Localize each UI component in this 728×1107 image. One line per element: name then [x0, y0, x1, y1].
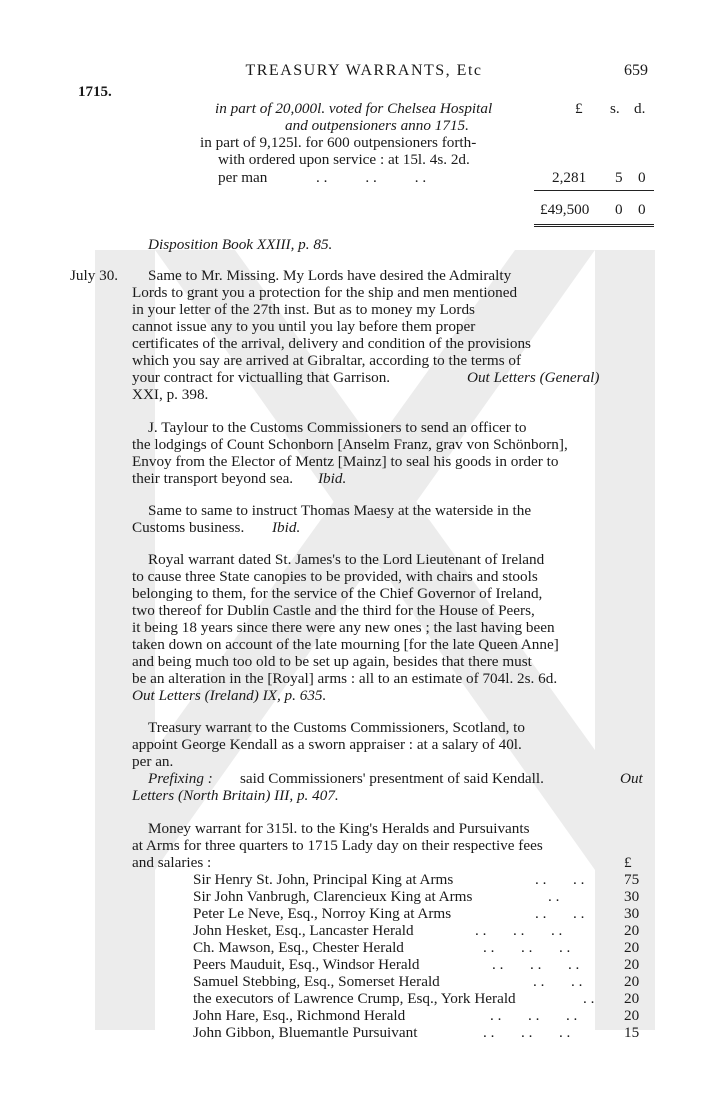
p5-line-1: Treasury warrant to the Customs Commissioners, Scotland, to [148, 719, 525, 736]
total-shillings: 0 [615, 201, 623, 218]
herald-leader-dots: . . . . . . [483, 939, 571, 956]
running-title: TREASURY WARRANTS, Etc [245, 62, 483, 79]
amount-pence: 0 [638, 169, 646, 186]
p1-citation: Out Letters (General) [467, 369, 600, 386]
p1-line-9: XXI, p. 398. [132, 386, 209, 403]
p1-line-5: certificates of the arrival, delivery and condition of the provisions [132, 335, 531, 352]
herald-name: John Hesket, Esq., Lancaster Herald [193, 922, 414, 939]
p4-line-1: Royal warrant dated St. James's to the Lord Lieutenant of Ireland [148, 551, 545, 568]
herald-name: Sir John Vanbrugh, Clarencieux King at Arms [193, 888, 473, 905]
p5-citation-start: Out [620, 770, 643, 787]
herald-leader-dots: . . . . [533, 973, 583, 990]
pound-header: £ [575, 100, 583, 117]
herald-amount: 30 [624, 888, 640, 905]
herald-name: Sir Henry St. John, Principal King at Arms [193, 871, 454, 888]
p5-line-4: said Commissioners' presentment of said Kendall. [240, 770, 544, 787]
herald-amount: 20 [624, 939, 640, 956]
herald-leader-dots: . . [583, 990, 595, 1007]
p4-line-2: to cause three State canopies to be provided, with chairs and stools [132, 568, 538, 585]
p1-line-7: your contract for victualling that Garrison. [132, 369, 391, 386]
herald-name: Ch. Mawson, Esq., Chester Herald [193, 939, 404, 956]
p4-line-7: and being much too old to be set up again, besides that there must [132, 653, 532, 670]
p5-line-3: per an. [132, 753, 174, 770]
p4-line-6: taken down on account of the late mourning [for the late Queen Anne] [132, 636, 559, 653]
total-double-rule [534, 224, 654, 227]
p3-ibid: Ibid. [272, 519, 301, 536]
herald-amount: 20 [624, 990, 640, 1007]
top-line-4: with ordered upon service : at 15l. 4s. 2d. [218, 151, 470, 168]
p2-line-3: Envoy from the Elector of Mentz [Mainz] to seal his goods in order to [132, 453, 559, 470]
sum-rule [534, 190, 654, 191]
herald-amount: 30 [624, 905, 640, 922]
leader-dots: . . . . . . [316, 169, 427, 186]
p2-line-1: J. Taylour to the Customs Commissioners to send an officer to [148, 419, 527, 436]
herald-leader-dots: . . [548, 888, 560, 905]
p3-line-2: Customs business. [132, 519, 245, 536]
herald-amount: 20 [624, 956, 640, 973]
p4-line-5: it being 18 years since there were any new ones ; the last having been [132, 619, 555, 636]
top-line-1: in part of 20,000l. voted for Chelsea Hospital [215, 100, 493, 117]
herald-amount: 20 [624, 922, 640, 939]
herald-name: John Hare, Esq., Richmond Herald [193, 1007, 406, 1024]
herald-leader-dots: . . . . [535, 871, 585, 888]
p5-prefixing: Prefixing : [148, 770, 213, 787]
top-line-3: in part of 9,125l. for 600 outpensioners forth- [200, 134, 477, 151]
p6-line-2: at Arms for three quarters to 1715 Lady day on their respective fees [132, 837, 543, 854]
amount-shillings: 5 [615, 169, 623, 186]
p4-line-8: be an alteration in the [Royal] arms : all to an estimate of 704l. 2s. 6d. [132, 670, 558, 687]
total-pence: 0 [638, 201, 646, 218]
shilling-header: s. [610, 100, 620, 117]
p3-line-1: Same to same to instruct Thomas Maesy at the waterside in the [148, 502, 532, 519]
p5-citation: Letters (North Britain) III, p. 407. [132, 787, 339, 804]
year-marker: 1715. [78, 84, 112, 100]
p1-line-2: Lords to grant you a protection for the ship and men mentioned [132, 284, 518, 301]
herald-name: Peter Le Neve, Esq., Norroy King at Arms [193, 905, 452, 922]
top-line-2: and outpensioners anno 1715. [285, 117, 469, 134]
herald-leader-dots: . . . . . . [492, 956, 580, 973]
p2-ibid: Ibid. [318, 470, 347, 487]
herald-name: Samuel Stebbing, Esq., Somerset Herald [193, 973, 440, 990]
p2-line-4: their transport beyond sea. [132, 470, 294, 487]
herald-amount: 15 [624, 1024, 640, 1041]
p1-line-6: which you say are arrived at Gibraltar, according to the terms of [132, 352, 522, 369]
amount-pounds: 2,281 [552, 169, 587, 186]
pence-header: d. [634, 100, 646, 117]
p1-line-3: in your letter of the 27th inst. But as to money my Lords [132, 301, 475, 318]
herald-leader-dots: . . . . . . [490, 1007, 578, 1024]
date-marker: July 30. [70, 267, 119, 284]
total-pounds: £49,500 [540, 201, 590, 218]
p6-currency-header: £ [624, 854, 632, 871]
p4-line-4: two thereof for Dublin Castle and the third for the House of Peers, [132, 602, 535, 619]
page-number: 659 [624, 62, 648, 79]
herald-amount: 20 [624, 973, 640, 990]
herald-name: John Gibbon, Bluemantle Pursuivant [193, 1024, 418, 1041]
herald-name: Peers Mauduit, Esq., Windsor Herald [193, 956, 420, 973]
herald-leader-dots: . . . . . . [483, 1024, 571, 1041]
herald-name: the executors of Lawrence Crump, Esq., York Herald [193, 990, 516, 1007]
p1-line-4: cannot issue any to you until you lay before them proper [132, 318, 476, 335]
disposition-reference: Disposition Book XXIII, p. 85. [148, 236, 333, 253]
p4-line-3: belonging to them, for the service of the Chief Governor of Ireland, [132, 585, 543, 602]
p2-line-2: the lodgings of Count Schonborn [Anselm Franz, grav von Schönborn], [132, 436, 568, 453]
herald-amount: 20 [624, 1007, 640, 1024]
herald-leader-dots: . . . . . . [475, 922, 563, 939]
herald-amount: 75 [624, 871, 640, 888]
p1-line-1: Same to Mr. Missing. My Lords have desired the Admiralty [148, 267, 512, 284]
p6-line-1: Money warrant for 315l. to the King's Heralds and Pursuivants [148, 820, 530, 837]
top-line-5: per man [218, 169, 268, 186]
p6-line-3: and salaries : [132, 854, 212, 871]
p5-line-2: appoint George Kendall as a sworn appraiser : at a salary of 40l. [132, 736, 522, 753]
p4-citation: Out Letters (Ireland) IX, p. 635. [132, 687, 327, 704]
herald-leader-dots: . . . . [535, 905, 585, 922]
